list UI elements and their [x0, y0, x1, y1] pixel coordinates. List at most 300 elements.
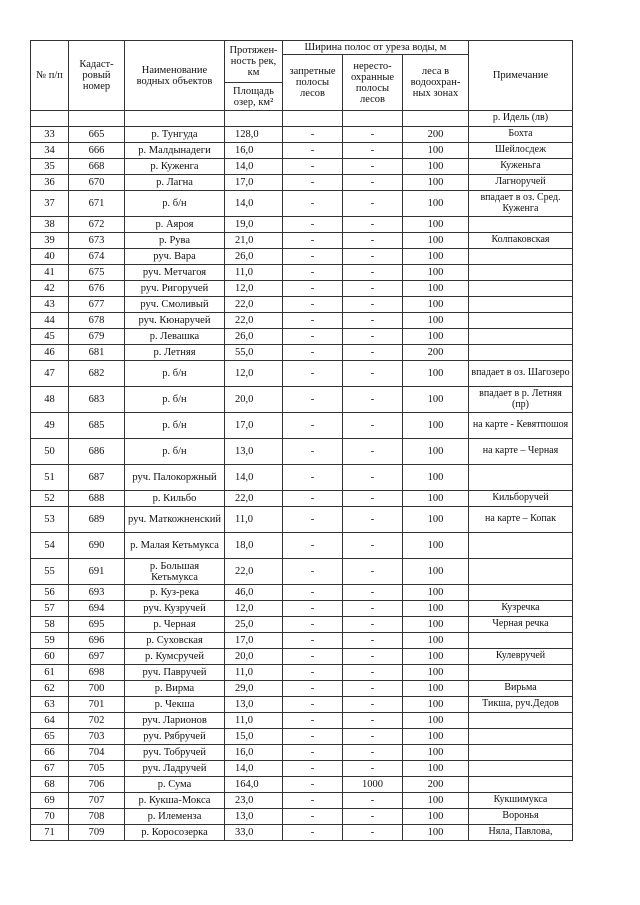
- row-number: 66: [31, 745, 69, 761]
- cadastral-number: 689: [69, 507, 125, 533]
- water-protection-zone: 100: [403, 313, 469, 329]
- row-note: [469, 533, 573, 559]
- row-number: 53: [31, 507, 69, 533]
- row-number: 41: [31, 265, 69, 281]
- row-number: 51: [31, 465, 69, 491]
- cadastral-number: 694: [69, 601, 125, 617]
- water-object-name: р. Кильбо: [125, 491, 225, 507]
- forbidden-strip: -: [283, 191, 343, 217]
- row-note: впадает в р. Летняя (пр): [469, 387, 573, 413]
- forbidden-strip: -: [283, 533, 343, 559]
- cadastral-number: 670: [69, 175, 125, 191]
- river-length: 55,0: [225, 345, 283, 361]
- row-number: 36: [31, 175, 69, 191]
- row-note: Черная речка: [469, 617, 573, 633]
- cadastral-number: 671: [69, 191, 125, 217]
- water-object-name: руч. Кузручей: [125, 601, 225, 617]
- row-note: [469, 313, 573, 329]
- water-object-name: р. б/н: [125, 439, 225, 465]
- water-protection-zone: 100: [403, 649, 469, 665]
- row-number: 50: [31, 439, 69, 465]
- spawning-strip: -: [343, 143, 403, 159]
- river-length: 164,0: [225, 777, 283, 793]
- row-number: 58: [31, 617, 69, 633]
- cadastral-number: 695: [69, 617, 125, 633]
- row-number: 49: [31, 413, 69, 439]
- row-note: Няла, Павлова,: [469, 825, 573, 841]
- row-number: 63: [31, 697, 69, 713]
- header-area: Площадь озер, км²: [225, 83, 283, 111]
- water-object-name: р. Черная: [125, 617, 225, 633]
- water-protection-zone: 200: [403, 127, 469, 143]
- water-protection-zone: 100: [403, 329, 469, 345]
- river-length: 14,0: [225, 465, 283, 491]
- cadastral-number: 674: [69, 249, 125, 265]
- table-row: [31, 729, 573, 745]
- spawning-strip: -: [343, 233, 403, 249]
- river-length: 11,0: [225, 713, 283, 729]
- cadastral-number: 702: [69, 713, 125, 729]
- row-number: 33: [31, 127, 69, 143]
- row-note: Воронья: [469, 809, 573, 825]
- water-protection-zone: 100: [403, 361, 469, 387]
- water-object-name: р. Летняя: [125, 345, 225, 361]
- row-number: 37: [31, 191, 69, 217]
- cadastral-number: 679: [69, 329, 125, 345]
- cadastral-number: 698: [69, 665, 125, 681]
- table-row: [31, 329, 573, 345]
- row-note: Бохта: [469, 127, 573, 143]
- row-note: на карте - Кевятпошоя: [469, 413, 573, 439]
- table-row: [31, 681, 573, 697]
- forbidden-strip: -: [283, 217, 343, 233]
- river-length: 23,0: [225, 793, 283, 809]
- table-row: [31, 191, 573, 217]
- row-number: 47: [31, 361, 69, 387]
- spawning-strip: -: [343, 761, 403, 777]
- spawning-strip: -: [343, 665, 403, 681]
- row-number: 62: [31, 681, 69, 697]
- spawning-strip: -: [343, 729, 403, 745]
- header-spawning: нересто-охранные полосы лесов: [343, 55, 403, 111]
- cadastral-number: 708: [69, 809, 125, 825]
- water-protection-zone: 100: [403, 559, 469, 585]
- water-object-name: р. Куз-река: [125, 585, 225, 601]
- cadastral-number: 665: [69, 127, 125, 143]
- water-object-name: р. Суховская: [125, 633, 225, 649]
- water-object-name: р. Чекша: [125, 697, 225, 713]
- row-number: 60: [31, 649, 69, 665]
- spawning-strip: -: [343, 507, 403, 533]
- spawning-strip: -: [343, 313, 403, 329]
- water-object-name: р. Кумсручей: [125, 649, 225, 665]
- row-number: 57: [31, 601, 69, 617]
- table-row: [31, 649, 573, 665]
- row-note: Кузречка: [469, 601, 573, 617]
- river-length: 17,0: [225, 633, 283, 649]
- forbidden-strip: -: [283, 761, 343, 777]
- forbidden-strip: -: [283, 649, 343, 665]
- water-protection-zone: 100: [403, 159, 469, 175]
- spawning-strip: -: [343, 649, 403, 665]
- row-number: 71: [31, 825, 69, 841]
- row-note: Шейлосдеж: [469, 143, 573, 159]
- row-number: 56: [31, 585, 69, 601]
- row-number: 55: [31, 559, 69, 585]
- header-note: Примечание: [469, 41, 573, 111]
- header-width-group: Ширина полос от уреза воды, м: [283, 41, 469, 55]
- table-row: [31, 361, 573, 387]
- forbidden-strip: -: [283, 413, 343, 439]
- cadastral-number: 706: [69, 777, 125, 793]
- forbidden-strip: -: [283, 361, 343, 387]
- table-row: [31, 249, 573, 265]
- row-note: [469, 345, 573, 361]
- cadastral-number: 676: [69, 281, 125, 297]
- cadastral-number: 686: [69, 439, 125, 465]
- spawning-strip: -: [343, 745, 403, 761]
- river-length: 14,0: [225, 761, 283, 777]
- water-protection-zone: 100: [403, 233, 469, 249]
- row-number: 70: [31, 809, 69, 825]
- river-length: 25,0: [225, 617, 283, 633]
- cadastral-number: 691: [69, 559, 125, 585]
- table-row: [31, 825, 573, 841]
- water-object-name: руч. Метчагоя: [125, 265, 225, 281]
- table-row: [31, 665, 573, 681]
- row-note: [469, 265, 573, 281]
- spawning-strip: -: [343, 559, 403, 585]
- water-object-name: р. Сума: [125, 777, 225, 793]
- cadastral-number: 677: [69, 297, 125, 313]
- cadastral-number: 688: [69, 491, 125, 507]
- water-protection-zone: 100: [403, 217, 469, 233]
- table-row: [31, 413, 573, 439]
- row-number: 69: [31, 793, 69, 809]
- spawning-strip: -: [343, 413, 403, 439]
- spawning-strip: 1000: [343, 777, 403, 793]
- row-note: впадает в оз. Сред. Куженга: [469, 191, 573, 217]
- table-row: [31, 233, 573, 249]
- cadastral-number: 672: [69, 217, 125, 233]
- table-row: [31, 127, 573, 143]
- spawning-strip: -: [343, 249, 403, 265]
- row-note: Тикша, руч.Дедов: [469, 697, 573, 713]
- forbidden-strip: -: [283, 249, 343, 265]
- table-row: [31, 633, 573, 649]
- water-protection-zone: 200: [403, 777, 469, 793]
- row-number: 64: [31, 713, 69, 729]
- spawning-strip: -: [343, 713, 403, 729]
- water-protection-zone: 100: [403, 465, 469, 491]
- header-cadastral: Кадаст-ровый номер: [69, 41, 125, 111]
- river-length: 22,0: [225, 559, 283, 585]
- water-protection-zone: 100: [403, 413, 469, 439]
- spawning-strip: -: [343, 793, 403, 809]
- table-row: [31, 265, 573, 281]
- row-number: 35: [31, 159, 69, 175]
- forbidden-strip: -: [283, 697, 343, 713]
- row-note: Кильборучей: [469, 491, 573, 507]
- row-note: [469, 329, 573, 345]
- water-object-name: руч. Ригоручей: [125, 281, 225, 297]
- water-object-name: р. Тунгуда: [125, 127, 225, 143]
- row-note: [469, 665, 573, 681]
- forbidden-strip: -: [283, 491, 343, 507]
- river-length: 11,0: [225, 507, 283, 533]
- spawning-strip: -: [343, 533, 403, 559]
- table-row: [31, 217, 573, 233]
- river-length: 16,0: [225, 143, 283, 159]
- table-row: [31, 745, 573, 761]
- cadastral-number: 709: [69, 825, 125, 841]
- row-number: 34: [31, 143, 69, 159]
- cadastral-number: 696: [69, 633, 125, 649]
- row-note: на карте – Копак: [469, 507, 573, 533]
- table-row: [31, 697, 573, 713]
- spawning-strip: -: [343, 601, 403, 617]
- cadastral-number: 675: [69, 265, 125, 281]
- forbidden-strip: -: [283, 665, 343, 681]
- spawning-strip: -: [343, 633, 403, 649]
- spawning-strip: -: [343, 439, 403, 465]
- water-object-name: р. Кукша-Мокса: [125, 793, 225, 809]
- table-row: [31, 345, 573, 361]
- forbidden-strip: -: [283, 617, 343, 633]
- water-object-name: руч. Маткожненский: [125, 507, 225, 533]
- spawning-strip: -: [343, 191, 403, 217]
- water-object-name: р. б/н: [125, 191, 225, 217]
- forbidden-strip: -: [283, 777, 343, 793]
- water-objects-table: [30, 40, 573, 841]
- forbidden-strip: -: [283, 233, 343, 249]
- river-length: 19,0: [225, 217, 283, 233]
- water-object-name: р. Куженга: [125, 159, 225, 175]
- forbidden-strip: -: [283, 809, 343, 825]
- river-length: 17,0: [225, 413, 283, 439]
- forbidden-strip: -: [283, 713, 343, 729]
- river-length: 13,0: [225, 439, 283, 465]
- row-number: 61: [31, 665, 69, 681]
- row-number: 68: [31, 777, 69, 793]
- forbidden-strip: -: [283, 345, 343, 361]
- river-length: 46,0: [225, 585, 283, 601]
- river-length: 22,0: [225, 297, 283, 313]
- water-object-name: руч. Ладручей: [125, 761, 225, 777]
- water-object-name: руч. Палокоржный: [125, 465, 225, 491]
- row-note: [469, 633, 573, 649]
- header-water-protect: леса в водоохран-ных зонах: [403, 55, 469, 111]
- water-object-name: руч. Смоливый: [125, 297, 225, 313]
- row-number: 54: [31, 533, 69, 559]
- cadastral-number: 682: [69, 361, 125, 387]
- spawning-strip: -: [343, 265, 403, 281]
- header-forbidden: запретные полосы лесов: [283, 55, 343, 111]
- water-object-name: р. Коросозерка: [125, 825, 225, 841]
- row-note: Колпаковская: [469, 233, 573, 249]
- table-row: [31, 713, 573, 729]
- forbidden-strip: -: [283, 633, 343, 649]
- table-row: [31, 559, 573, 585]
- row-note: Кулевручей: [469, 649, 573, 665]
- river-length: 26,0: [225, 329, 283, 345]
- header-length: Протяжен-ность рек, км: [225, 41, 283, 83]
- table-row: [31, 159, 573, 175]
- row-note: [469, 249, 573, 265]
- spawning-strip: -: [343, 297, 403, 313]
- row-note: [469, 777, 573, 793]
- cadastral-number: 701: [69, 697, 125, 713]
- spawning-strip: -: [343, 809, 403, 825]
- water-protection-zone: 100: [403, 585, 469, 601]
- river-length: 15,0: [225, 729, 283, 745]
- cadastral-number: 697: [69, 649, 125, 665]
- cadastral-number: 705: [69, 761, 125, 777]
- water-protection-zone: 100: [403, 761, 469, 777]
- forbidden-strip: -: [283, 465, 343, 491]
- forbidden-strip: -: [283, 313, 343, 329]
- forbidden-strip: -: [283, 297, 343, 313]
- table-row: [31, 585, 573, 601]
- row-number: 42: [31, 281, 69, 297]
- river-length: 13,0: [225, 809, 283, 825]
- water-object-name: руч. Павручей: [125, 665, 225, 681]
- row-note: Куженьга: [469, 159, 573, 175]
- forbidden-strip: -: [283, 825, 343, 841]
- spawning-strip: -: [343, 585, 403, 601]
- water-protection-zone: 200: [403, 345, 469, 361]
- forbidden-strip: -: [283, 329, 343, 345]
- row-number: 59: [31, 633, 69, 649]
- spawning-strip: -: [343, 361, 403, 387]
- forbidden-strip: -: [283, 387, 343, 413]
- row-note: впадает в оз. Шагозеро: [469, 361, 573, 387]
- forbidden-strip: -: [283, 507, 343, 533]
- water-protection-zone: 100: [403, 175, 469, 191]
- table-row: [31, 281, 573, 297]
- forbidden-strip: -: [283, 265, 343, 281]
- cadastral-number: 666: [69, 143, 125, 159]
- forbidden-strip: -: [283, 601, 343, 617]
- cadastral-number: 678: [69, 313, 125, 329]
- table-row: [31, 793, 573, 809]
- water-object-name: руч. Рябручей: [125, 729, 225, 745]
- cadastral-number: 681: [69, 345, 125, 361]
- spawning-strip: -: [343, 617, 403, 633]
- water-protection-zone: 100: [403, 793, 469, 809]
- water-protection-zone: 100: [403, 281, 469, 297]
- water-object-name: р. Вирма: [125, 681, 225, 697]
- spawning-strip: -: [343, 465, 403, 491]
- spawning-strip: -: [343, 281, 403, 297]
- row-note: [469, 761, 573, 777]
- river-length: 13,0: [225, 697, 283, 713]
- river-length: 11,0: [225, 665, 283, 681]
- water-protection-zone: 100: [403, 491, 469, 507]
- forbidden-strip: -: [283, 175, 343, 191]
- row-note: [469, 465, 573, 491]
- table-row: [31, 761, 573, 777]
- water-protection-zone: 100: [403, 439, 469, 465]
- cadastral-number: 685: [69, 413, 125, 439]
- water-protection-zone: 100: [403, 633, 469, 649]
- table-row: [31, 175, 573, 191]
- river-length: 20,0: [225, 649, 283, 665]
- table-row: [31, 313, 573, 329]
- row-note: [469, 745, 573, 761]
- row-note: Вирьма: [469, 681, 573, 697]
- forbidden-strip: -: [283, 729, 343, 745]
- row-note: [469, 729, 573, 745]
- table-row: [31, 507, 573, 533]
- water-object-name: р. Левашка: [125, 329, 225, 345]
- row-number: 46: [31, 345, 69, 361]
- water-protection-zone: 100: [403, 729, 469, 745]
- cadastral-number: 693: [69, 585, 125, 601]
- river-length: 22,0: [225, 313, 283, 329]
- spawning-strip: -: [343, 387, 403, 413]
- river-length: 20,0: [225, 387, 283, 413]
- water-protection-zone: 100: [403, 533, 469, 559]
- row-note: [469, 585, 573, 601]
- table-row: [31, 465, 573, 491]
- spawning-strip: -: [343, 345, 403, 361]
- header-name: Наименование водных объектов: [125, 41, 225, 111]
- water-protection-zone: 100: [403, 825, 469, 841]
- row-number: 65: [31, 729, 69, 745]
- river-length: 128,0: [225, 127, 283, 143]
- river-length: 22,0: [225, 491, 283, 507]
- row-note: Лагноручей: [469, 175, 573, 191]
- row-note: [469, 281, 573, 297]
- water-object-name: руч. Тобручей: [125, 745, 225, 761]
- water-object-name: руч. Ларионов: [125, 713, 225, 729]
- river-length: 26,0: [225, 249, 283, 265]
- forbidden-strip: -: [283, 585, 343, 601]
- water-object-name: р. Малдынадеги: [125, 143, 225, 159]
- table-row: [31, 387, 573, 413]
- header-num: № п/п: [31, 41, 69, 111]
- spawning-strip: -: [343, 681, 403, 697]
- spawning-strip: -: [343, 697, 403, 713]
- forbidden-strip: -: [283, 439, 343, 465]
- row-number: 44: [31, 313, 69, 329]
- water-protection-zone: 100: [403, 665, 469, 681]
- table-row: [31, 439, 573, 465]
- row-number: 52: [31, 491, 69, 507]
- river-length: 11,0: [225, 265, 283, 281]
- river-length: 12,0: [225, 281, 283, 297]
- cadastral-number: 683: [69, 387, 125, 413]
- river-length: 29,0: [225, 681, 283, 697]
- water-protection-zone: 100: [403, 265, 469, 281]
- forbidden-strip: -: [283, 793, 343, 809]
- river-length: 18,0: [225, 533, 283, 559]
- water-protection-zone: 100: [403, 297, 469, 313]
- water-protection-zone: 100: [403, 809, 469, 825]
- cadastral-number: 687: [69, 465, 125, 491]
- water-object-name: р. б/н: [125, 361, 225, 387]
- row-number: 39: [31, 233, 69, 249]
- row-number: 38: [31, 217, 69, 233]
- water-protection-zone: 100: [403, 697, 469, 713]
- spawning-strip: -: [343, 217, 403, 233]
- table-row: [31, 617, 573, 633]
- water-object-name: р. Большая Кетьмукса: [125, 559, 225, 585]
- cadastral-number: 690: [69, 533, 125, 559]
- row-number: 40: [31, 249, 69, 265]
- spawning-strip: -: [343, 329, 403, 345]
